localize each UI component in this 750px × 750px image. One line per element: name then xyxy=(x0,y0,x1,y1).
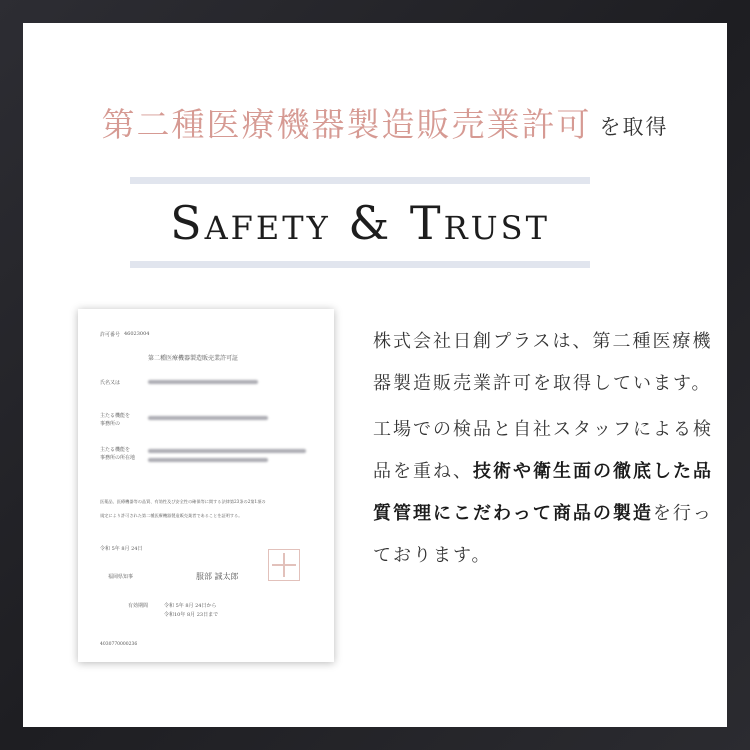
description-highlight: 技術や衛生面の徹底した品質管理にこだわって商品の製造 xyxy=(373,461,713,524)
redacted-address-1 xyxy=(148,449,306,453)
cert-license-number-label: 許可番号 xyxy=(100,332,121,338)
redacted-name xyxy=(148,380,258,384)
cert-field-name: 氏名又は xyxy=(100,380,121,386)
cert-license-number: 46023004 xyxy=(124,331,150,337)
cert-validity-to: 令和10年 8月 23日まで xyxy=(164,612,219,618)
page-title: Safety & Trust xyxy=(170,196,550,250)
description-paragraph-1: 株式会社日創プラスは、第二種医療機器製造販売業許可を取得しています。 xyxy=(373,331,713,394)
cert-field-office-1: 主たる機能を xyxy=(100,413,131,419)
cert-issuer-title: 福岡県知事 xyxy=(108,574,134,580)
title-band-bottom xyxy=(130,261,590,268)
cert-law-text-1: 医薬品、医療機器等の品質、有効性及び安全性の確保等に関する法律第23条の2第1項の xyxy=(100,499,266,504)
headline-main: 第二種医療機器製造販売業許可 xyxy=(98,103,596,147)
headline-suffix: を取得 xyxy=(599,115,669,139)
cert-field-office-4: 事務所の所在地 xyxy=(100,455,136,461)
cert-validity-from: 令和 5年 8月 24日から xyxy=(164,603,217,609)
cert-field-office-3: 主たる機能を xyxy=(100,447,131,453)
license-certificate-image xyxy=(78,309,334,662)
cert-issue-date: 令和 5年 8月 24日 xyxy=(100,546,143,552)
redacted-office xyxy=(148,416,268,420)
redacted-address-2 xyxy=(148,458,268,462)
cert-serial: 4030770000236 xyxy=(100,642,138,647)
cert-validity-label: 有効期間 xyxy=(128,603,149,609)
description-paragraph-2 xyxy=(373,409,713,577)
cert-law-text-2: 規定により許可された第二種医療機器製造販売業者であることを証明する。 xyxy=(100,513,243,518)
cert-field-office-2: 事務所の xyxy=(100,421,121,427)
description-text: 工場での検品と自社スタッフによる検品を重ね、 xyxy=(373,419,713,482)
content-panel xyxy=(23,23,727,727)
cert-issuer-name: 服部 誠太郎 xyxy=(196,572,239,581)
official-seal-stamp xyxy=(268,549,300,581)
description-text-end: を行っております。 xyxy=(373,503,713,566)
title-band-top xyxy=(130,177,590,184)
cert-heading: 第二種医療機器製造販売業許可証 xyxy=(148,355,239,362)
description xyxy=(373,321,713,581)
headline xyxy=(63,87,703,147)
